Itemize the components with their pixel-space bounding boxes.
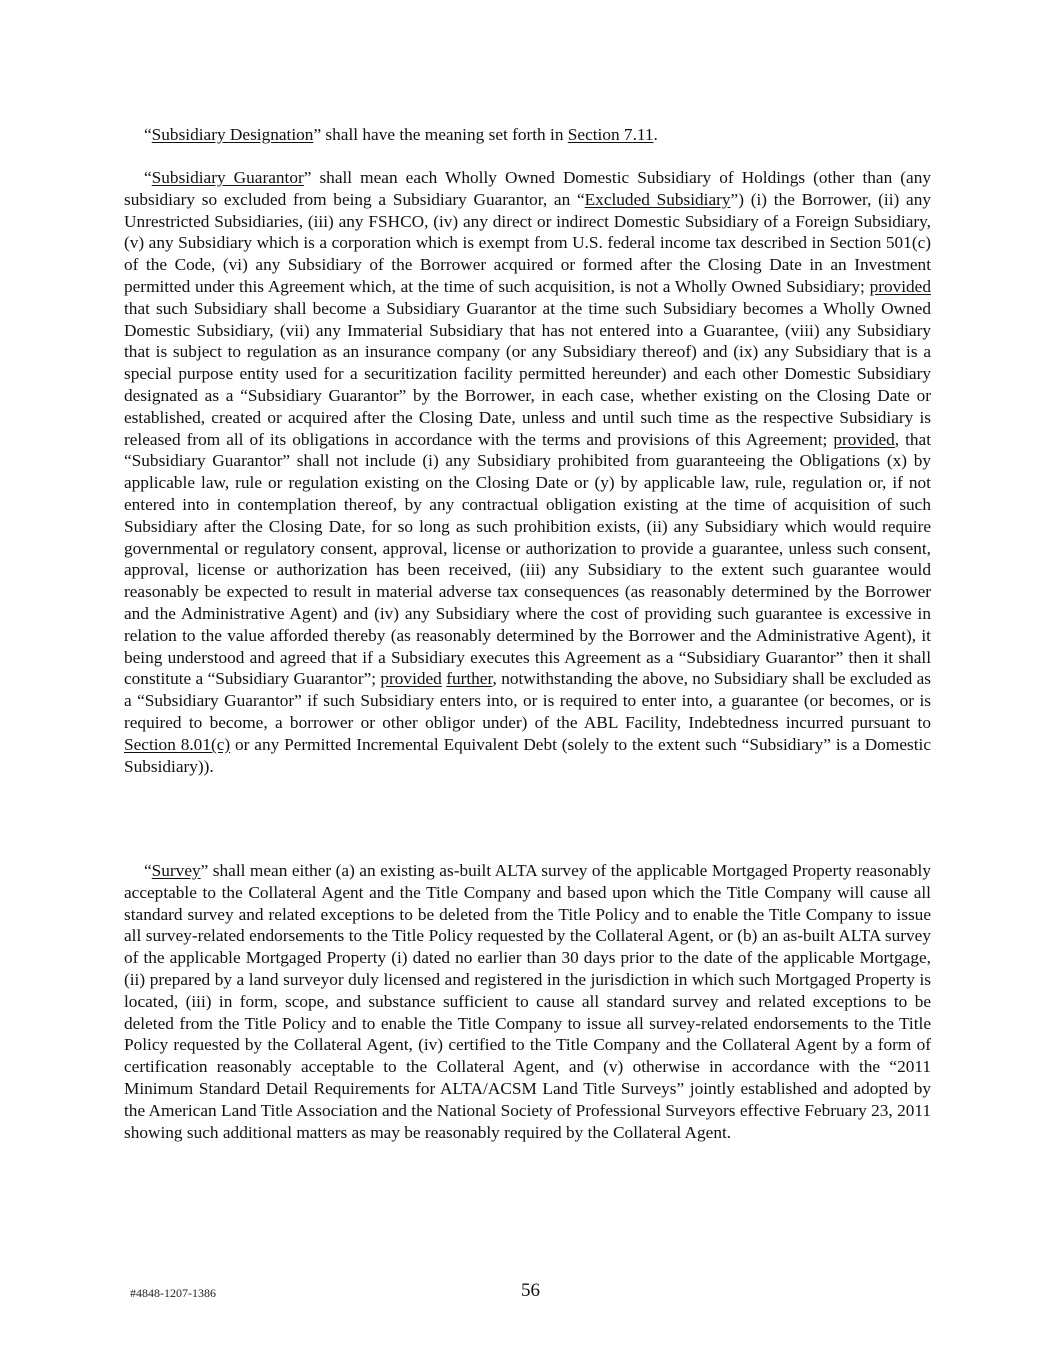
open-quote: “: [144, 125, 152, 144]
close-quote: ”: [313, 125, 322, 144]
document-id: #4848-1207-1386: [130, 1286, 216, 1300]
open-quote: “: [144, 168, 152, 187]
definition-text: or any Permitted Incremental Equivalent Debt (solely to the extent such “Subsidiary” is a Domestic Subsidiary)).: [124, 734, 932, 776]
open-quote: “: [144, 861, 152, 880]
definition-text: that such Subsidiary shall become a Subsidiary Guarantor at the time such Subsidiary becomes a Wholly Owned Domestic Subsidiary, (vii) any Immaterial Subsidiary that has not entered into a Guarantee, (viii) any Subsidiary that is subject to regulation as an insurance company (or any Subsidiary thereof) and (ix) any Subsidiary that is a special purpose entity used for a securitization facility permitted hereunder) and each other Domestic Subsidiary designated as a “Subsidiary Guarantor” by the Borrower, in each case, whether existing on the Closing Date or established, created or acquired after the Closing Date, unless and until such time as the respective Subsidiary is released from all of its obligations in accordance with the terms and provisions of this Agreement;: [124, 298, 931, 449]
definition-subsidiary-guarantor: [124, 167, 931, 777]
definition-survey: [124, 860, 931, 1143]
defined-term: Subsidiary Designation: [151, 125, 314, 144]
definition-text: , notwithstanding the above, no Subsidiary shall be excluded as a “Subsidiary Guarantor” if such Subsidiary enters into, or is required to enter into, a guarantee (or becomes, or is required to become, a borrower or other obligor under) of the ABL Facility, Indebtedness incurred pursuant to: [124, 669, 931, 732]
definition-text: ”) (i) the Borrower, (ii) any Unrestricted Subsidiaries, (iii) any FSHCO, (iv) any direct or indirect Domestic Subsidiary of a Foreign Subsidiary, (v) any Subsidiary which is a corporation which is exempt from U.S. federal income tax described in Section 501(c) of the Code, (vi) any Subsidiary of the Borrower acquired or formed after the Closing Date in an Investment permitted under this Agreement which, at the time of such acquisition, is not a Wholly Owned Subsidiary;: [124, 189, 931, 296]
section-reference: Section 7.11: [567, 125, 654, 144]
defined-term: Survey: [151, 861, 201, 880]
definition-text: , that “Subsidiary Guarantor” shall not include (i) any Subsidiary prohibited from guaranteeing the Obligations (x) by applicable law, rule or regulation existing on the Closing Date or (y) by applicable law, rule, regulation or, if not entered into in contemplation thereof, by any contractual obligation existing at the time of acquisition of such Subsidiary after the Closing Date, for so long as such prohibition exists, (ii) any Subsidiary which would require governmental or regulatory consent, approval, license or authorization to provide a guarantee, unless such consent, approval, license or authorization has been received, (iii) any Subsidiary to the extent such guarantee would reasonably be expected to result in material adverse tax consequences (as reasonably determined by the Borrower and the Administrative Agent) and (iv) any Subsidiary where the cost of providing such guarantee is excessive in relation to the value afforded thereby (as reasonably determined by the Borrower and the Administrative Agent), it being understood and agreed that if a Subsidiary executes this Agreement as a “Subsidiary Guarantor” then it shall constitute a “Subsidiary Guarantor”;: [124, 429, 931, 689]
page-number: 56: [521, 1280, 540, 1301]
definition-text: shall have the meaning set forth in: [321, 125, 568, 144]
defined-term: Subsidiary Guarantor: [151, 168, 304, 187]
definition-text: shall mean either (a) an existing as-built ALTA survey of the applicable Mortgaged Property reasonably acceptable to the Collateral Agent and the Title Company and based upon which the Title Company will cause all standard survey and related exceptions to be deleted from the Title Policy and to enable the Title Company to issue all survey-related endorsements to the Title Policy requested by the Collateral Agent, or (b) an as-built ALTA survey of the applicable Mortgaged Property (i) dated no earlier than 30 days prior to the date of the applicable Mortgage, (ii) prepared by a land surveyor duly licensed and registered in the jurisdiction in which such Mortgaged Property is located, (iii) in form, scope, and substance sufficient to cause all standard survey and related exceptions to be deleted from the Title Policy and to enable the Title Company to issue all survey-related endorsements to the Title Policy requested by the Collateral Agent, (iv) certified to the Title Company and the Collateral Agent by a form of certification reasonably acceptable to the Collateral Agent, and (v) otherwise in accordance with the “2011 Minimum Standard Detail Requirements for ALTA/ACSM Land Title Surveys” jointly established and adopted by the American Land Title Association and the National Society of Professional Surveyors effective February 23, 2011 showing such additional matters as may be reasonably required by the Collateral Agent.: [124, 861, 931, 1142]
proviso-term: provided: [833, 429, 895, 449]
section-reference: Section 8.01(c): [124, 734, 231, 754]
close-quote: ”: [303, 168, 312, 187]
proviso-term: provided: [869, 276, 931, 296]
definition-subsidiary-designation: [124, 124, 931, 146]
definition-text: shall mean each Wholly Owned Domestic Subsidiary of Holdings (other than (any subsidiary so excluded from being a Subsidiary Guarantor, an “: [124, 168, 931, 209]
proviso-term: provided: [380, 669, 442, 689]
proviso-term-further: further: [446, 669, 493, 689]
defined-term-excluded-subsidiary: Excluded Subsidiary: [584, 189, 731, 209]
close-quote: ”: [200, 861, 209, 880]
definition-text: .: [653, 125, 658, 144]
